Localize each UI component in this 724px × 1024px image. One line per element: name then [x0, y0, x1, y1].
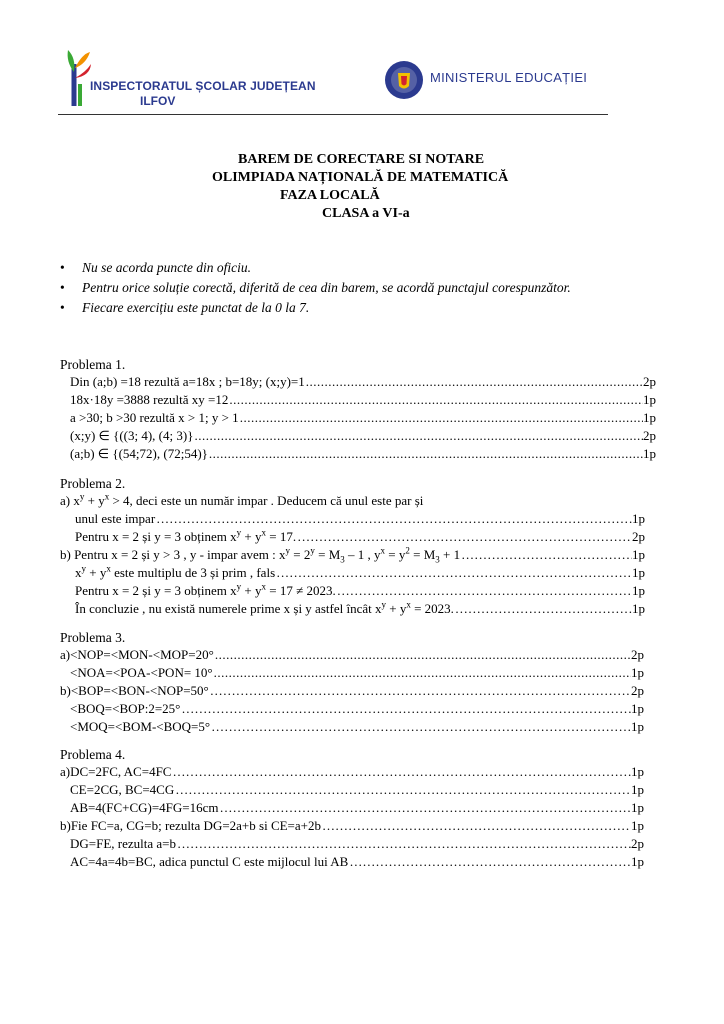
note-item: • Fiecare exercițiu este punctat de la 0 la 7.: [60, 298, 571, 318]
p2-row: a) $x^y + y^x > 4$, deci este un număr impar . Deducem că unul este par și: [60, 491, 424, 508]
p2-row: În concluzie , nu există numerele prime x și y astfel încât $x^y + y^x = 2023$. ………………………………………………………………………………………………………………………………………………………………………………………………………………………………………… 1p: [75, 600, 645, 618]
note-item: • Nu se acorda puncte din oficiu.: [60, 258, 571, 278]
problem-1-title: Problema 1.: [60, 357, 126, 372]
olympiad-title: OLIMPIADA NAȚIONALĂ DE MATEMATICĂ: [212, 170, 509, 185]
p1-row: (a;b) ∈ {(54;72), (72;54)} ..... 1p: [70, 445, 656, 463]
p2-row: Pentru x = 2 și y = 3 obținem $x^y + y^x = 17 \ne 2023$. ………………………………………………………………………………………………………………………………………………………………………………………………………………………………………… 1p: [75, 582, 645, 600]
p4-row: AC=4a=4b=BC, adica punctul C este mijlocul lui AB ………………………………………………………………………………………………………………………………………………………………………………………………………………………………………… 1p: [70, 853, 644, 871]
p1-row: (x;y) ∈ {((3; 4), (4; 3)} ..... 2p: [70, 427, 656, 445]
p2-row: b) Pentru x = 2 și y > 3 , y - impar avem : $x^y = 2^y = M_3 - 1$ , $y^x = y^2 = M_3 + 1$ ………………………………………………………………………………………………………………………………………………………………………………………………………………………………………… 1p: [60, 546, 645, 564]
isj-emblem-icon: [64, 44, 92, 108]
problem-3-title: Problema 3.: [60, 630, 126, 645]
isj-name: INSPECTORATUL ȘCOLAR JUDEȚEAN: [90, 79, 316, 93]
p4-row: a)DC=2FC, AC=4FC ………………………………………………………………………………………………………………………………………………………………………………………………………………………………………… 1p: [60, 763, 644, 781]
isj-logo: [64, 44, 324, 108]
note-item: • Pentru orice soluție corectă, diferită de cea din barem, se acordă punctajul corespunzător.: [60, 278, 571, 298]
notes-list: [60, 258, 571, 318]
problem-4-title: Problema 4.: [60, 747, 126, 762]
p3-row: <MOQ=<BOM-<BOQ=5° ………………………………………………………………………………………………………………………………………………………………………………………………………………………………………… 1p: [70, 718, 644, 736]
p4-row: CE=2CG, BC=4CG ………………………………………………………………………………………………………………………………………………………………………………………………………………………………………… 1p: [70, 781, 644, 799]
p1-row: Din (a;b) =18 rezultă a=18x ; b=18y; (x;y)=1 ..... 2p: [70, 373, 656, 391]
p4-row: b)Fie FC=a, CG=b; rezulta DG=2a+b si CE=a+2b ………………………………………………………………………………………………………………………………………………………………………………………………………………………………………… 1p: [60, 817, 644, 835]
coat-of-arms-icon: [384, 60, 424, 100]
problem-2-title: Problema 2.: [60, 476, 126, 491]
p2-row: Pentru x = 2 și y = 3 obținem $x^y + y^x = 17$. ………………………………………………………………………………………………………………………………………………………………………………………………………………………………………… 2p: [75, 528, 645, 546]
p2-row: unul este impar ………………………………………………………………………………………………………………………………………………………………………………………………………………………………………… 1p: [75, 510, 645, 528]
p1-row: 18x·18y =3888 rezultă xy =12 ..... 1p: [70, 391, 656, 409]
header-divider: [58, 114, 608, 115]
p3-row: a)<NOP=<MON-<MOP=20° ..... 2p: [60, 646, 644, 664]
p4-row: DG=FE, rezulta a=b ………………………………………………………………………………………………………………………………………………………………………………………………………………………………………… 2p: [70, 835, 644, 853]
ministry-name: MINISTERUL EDUCAȚIEI: [430, 70, 588, 85]
ministry-logo: [384, 60, 624, 104]
phase-title: FAZA LOCALĂ: [280, 188, 380, 203]
p3-row: <NOA=<POA-<PON= 10° ..... 1p: [70, 664, 644, 682]
p4-row: AB=4(FC+CG)=4FG=16cm ………………………………………………………………………………………………………………………………………………………………………………………………………………………………………… 1p: [70, 799, 644, 817]
isj-county: ILFOV: [140, 94, 176, 108]
p2-row: $x^y + y^x$ este multiplu de 3 și prim , fals ………………………………………………………………………………………………………………………………………………………………………………………………………………………………………… 1p: [75, 564, 645, 582]
doc-title: BAREM DE CORECTARE SI NOTARE: [238, 152, 485, 167]
p3-row: <BOQ=<BOP:2=25° ………………………………………………………………………………………………………………………………………………………………………………………………………………………………………… 1p: [70, 700, 644, 718]
p3-row: b)<BOP=<BON-<NOP=50° ………………………………………………………………………………………………………………………………………………………………………………………………………………………………………… 2p: [60, 682, 644, 700]
grade-title: CLASA a VI-a: [322, 206, 410, 221]
p1-row: a >30; b >30 rezultă x > 1; y > 1 ..... 1p: [70, 409, 656, 427]
